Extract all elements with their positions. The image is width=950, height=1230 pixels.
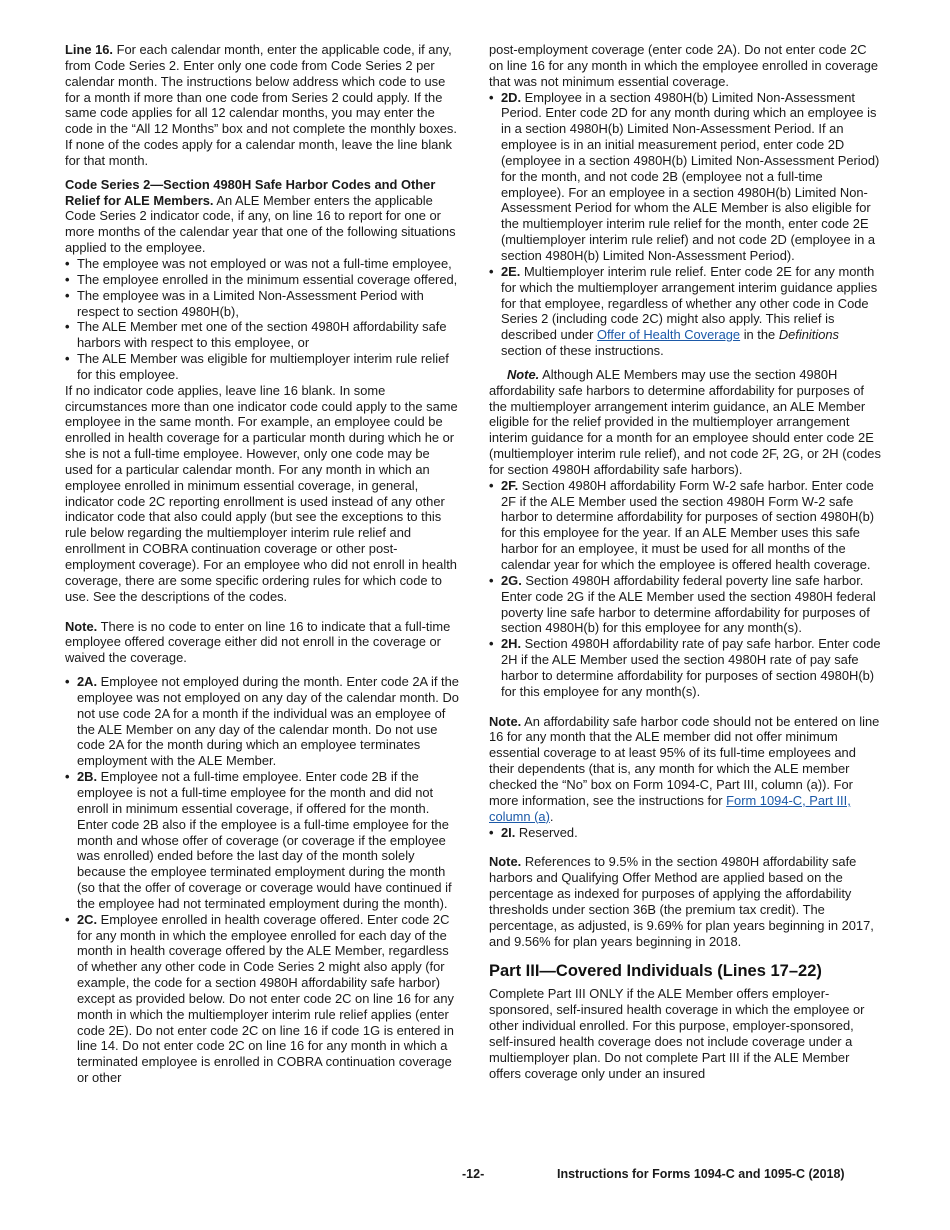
code-series-2-heading: Code Series 2—Section 4980H Safe Harbor Codes and Other Relief for ALE Members. (65, 176, 436, 208)
bullet-icon: • (65, 319, 70, 335)
bullet-icon: • (489, 824, 494, 840)
right-column (489, 42, 881, 1081)
bullet-icon: • (65, 911, 70, 927)
list-item: • The ALE Member met one of the section 4980H affordability safe harbors with respect to this employee, or (65, 319, 447, 351)
code-2c-continued: post-employment coverage (enter code 2A). Do not enter code 2C on line 16 for any month in which the employee enrolled in coverage that was not minimum essential coverage. (489, 42, 879, 89)
code-2h-item: • 2H. Section 4980H affordability rate of pay safe harbor. Enter code 2H if the ALE Member used the section 4980H rate of pay safe harbor to determine affordability for purposes of section 4980H(b) for this employee for any month(s). (489, 636, 881, 699)
form-1094c-part3-link[interactable]: Form 1094-C, Part III, column (a) (489, 792, 851, 824)
list-item: • The ALE Member was eligible for multiemployer interim rule relief for this employee. (65, 351, 449, 382)
bullet-icon: • (65, 769, 70, 785)
note-paragraph: Note. There is no code to enter on line 16 to indicate that a full-time employee offered coverage either did not enroll in the coverage or waived the coverage. (65, 618, 451, 666)
bullet-icon: • (65, 351, 70, 367)
note-paragraph: Note. An affordability safe harbor code should not be entered on line 16 for any month that the ALE member did not offer minimum essential coverage to at least 95% of its full-time employees and their dependents (that is, any month for which the ALE member checked the “No” box on Form 1094-C, Part III, column (a)). For more information, see the instructions for Form 1094-C, Part III, column (a). (489, 713, 880, 824)
line16-paragraph: Line 16. For each calendar month, enter the applicable code, if any, from Code Series 2. Enter only one code from Code Series 2 per calendar month. The instructions below address which code to use for a month if more than one code from Series 2 could apply. If the same code applies for all 12 calendar months, you may enter the code in the “All 12 Months” box and not complete the monthly boxes. If none of the codes apply for a calendar month, leave the line blank for that month. (65, 42, 457, 168)
document-title: Instructions for Forms 1094-C and 1095-C (2018) (557, 1167, 845, 1181)
line16-heading: Line 16. (65, 42, 114, 57)
offer-of-health-coverage-link[interactable]: Offer of Health Coverage (597, 327, 741, 343)
page-number: -12- (462, 1167, 485, 1181)
code-2e-item: • 2E. Multiemployer interim rule relief. Enter code 2E for any month for which the multiemployer arrangement interim guidance applies for that employee, regardless of whether any other code in Code Series 2 (including code 2C) might also apply. This relief is described under Offer of Health Coverage in the Definitions section of these instructions. (489, 263, 878, 359)
code-2i-item: • 2I. Reserved. (489, 824, 578, 840)
code-2g-item: • 2G. Section 4980H affordability federal poverty line safe harbor. Enter code 2G if the ALE Member used the section 4980H federal poverty line safe harbor to determine affordability for purposes of section 4980H(b) for this employee for any month(s). (489, 572, 876, 636)
code-series-2-paragraph: Code Series 2—Section 4980H Safe Harbor Codes and Other Relief for ALE Members. An ALE Member enters the applicable Code Series 2 indicator code, if any, on line 16 to report for one or more months of the calendar year that one of the following situations applied to the employee. (65, 176, 456, 256)
bullet-icon: • (65, 287, 70, 303)
bullet-icon: • (489, 263, 494, 279)
list-item: • The employee enrolled in the minimum essential coverage offered, (65, 271, 458, 287)
list-item: • The employee was not employed or was not a full-time employee, (65, 255, 452, 271)
code-2d-item: • 2D. Employee in a section 4980H(b) Limited Non-Assessment Period. Enter code 2D for any month during which an employee is in a section 4980H(b) Limited Non-Assessment Period. If an employee is in an initial measurement period, enter code 2D (employee in a section 4980H(b) Limited Non-Assessment Period) for the month, and not code 2B (employee not a full-time employee). For an employee in a section 4980H(b) Limited Non-Assessment Period for whom the ALE Member is also eligible for the multiemployer interim rule relief for the month, enter code 2E (multiemployer interim rule relief) and not code 2D (employee in a section 4980H(b) Limited Non-Assessment Period). (489, 89, 880, 263)
bullet-icon: • (65, 255, 70, 271)
left-column (65, 42, 461, 1086)
code-2f-item: • 2F. Section 4980H affordability Form W-2 safe harbor. Enter code 2F if the ALE Member used the section 4980H Form W-2 safe harbor to determine affordability for purposes of section 4980H(b) for this employee for the year. If an ALE Member uses this safe harbor for an employee, it must be used for all months of the calendar year for which the employee is offered health coverage. (489, 477, 875, 572)
part3-heading: Part III—Covered Individuals (Lines 17–22) (489, 962, 822, 981)
code-2b-item: • 2B. Employee not a full-time employee. Enter code 2B if the employee is not a full-time employee for the month and did not enroll in minimum essential coverage, if offered for the month. Enter code 2B also if the employee is a full-time employee for the month and whose offer of coverage (or coverage if the employee was enrolled) ended before the last day of the month solely because the employee terminated employment during the month (so that the offer of coverage or coverage would have continued if the employee had not terminated employment during the month). (65, 769, 452, 911)
bullet-icon: • (489, 572, 494, 588)
bullet-icon: • (65, 271, 70, 287)
note-paragraph: Note. Although ALE Members may use the section 4980H affordability safe harbors to determine affordability for purposes of the multiemployer arrangement interim guidance, an ALE Member eligible for the relief provided in the multiemployer arrangement interim guidance for a month for an employee should enter code 2E (multiemployer interim rule relief), and not code 2F, 2G, or 2H (codes for section 4980H affordability safe harbors). (489, 366, 881, 477)
bullet-icon: • (489, 89, 494, 105)
no-indicator-paragraph: If no indicator code applies, leave line 16 blank. In some circumstances more than one indicator code could apply to the same employee in the same month. For example, an employee could be enrolled in health coverage for a particular month during which he or she is not a full-time employee. However, only one code may be used for a particular calendar month. For any month in which an employee enrolled in minimum essential coverage, in general, indicator code 2C reporting enrollment is used instead of any other indicator code that also could apply (but see the exceptions to this rule below regarding the multiemployer interim rule relief and enrollment in COBRA continuation coverage or other post-employment coverage). For an employee who did not enroll in health coverage, there are some specific ordering rules for which code to use. See the descriptions of the codes. (65, 382, 458, 604)
code-2c-item: • 2C. Employee enrolled in health coverage offered. Enter code 2C for any month in which the employee enrolled for each day of the month in health coverage offered by the ALE Member, regardless of whether any other code in Code Series 2 might also apply (for example, the code for a section 4980H affordability safe harbor) except as provided below. Do not enter code 2C on line 16 for any month in which the multiemployer interim rule relief applies (enter code 2E). Do not enter code 2C on line 16 if code 1G is entered in line 14. Do not enter code 2C on line 16 for any month in which a terminated employee is enrolled in COBRA continuation coverage or other (65, 911, 454, 1086)
part3-paragraph: Complete Part III ONLY if the ALE Member offers employer-sponsored, self-insured health coverage in which the employee or other individual enrolled. For this purpose, employer-sponsored, self-insured health coverage does not include coverage under a multiemployer plan. Do not complete Part III if the ALE Member offers coverage only under an insured (489, 986, 865, 1081)
code-2a-item: • 2A. Employee not employed during the month. Enter code 2A if the employee was not employed on any day of the calendar month. Do not use code 2A for a month if the individual was an employee of the ALE Member on any day of the calendar month. Do not use code 2A for the month during which an employee terminates employment with the ALE Member. (65, 674, 459, 769)
list-item: • The employee was in a Limited Non-Assessment Period with respect to section 4980H(b), (65, 287, 424, 319)
note-paragraph: Note. References to 9.5% in the section 4980H affordability safe harbors and Qualifying Offer Method are applied based on the percentage as indexed for purposes of applying the affordability thresholds under section 36B (the premium tax credit). The percentage, as adjusted, is 9.69% for plan years beginning in 2017, and 9.56% for plan years beginning in 2018. (489, 854, 874, 949)
bullet-icon: • (489, 477, 494, 493)
bullet-icon: • (65, 674, 70, 690)
bullet-icon: • (489, 636, 494, 652)
